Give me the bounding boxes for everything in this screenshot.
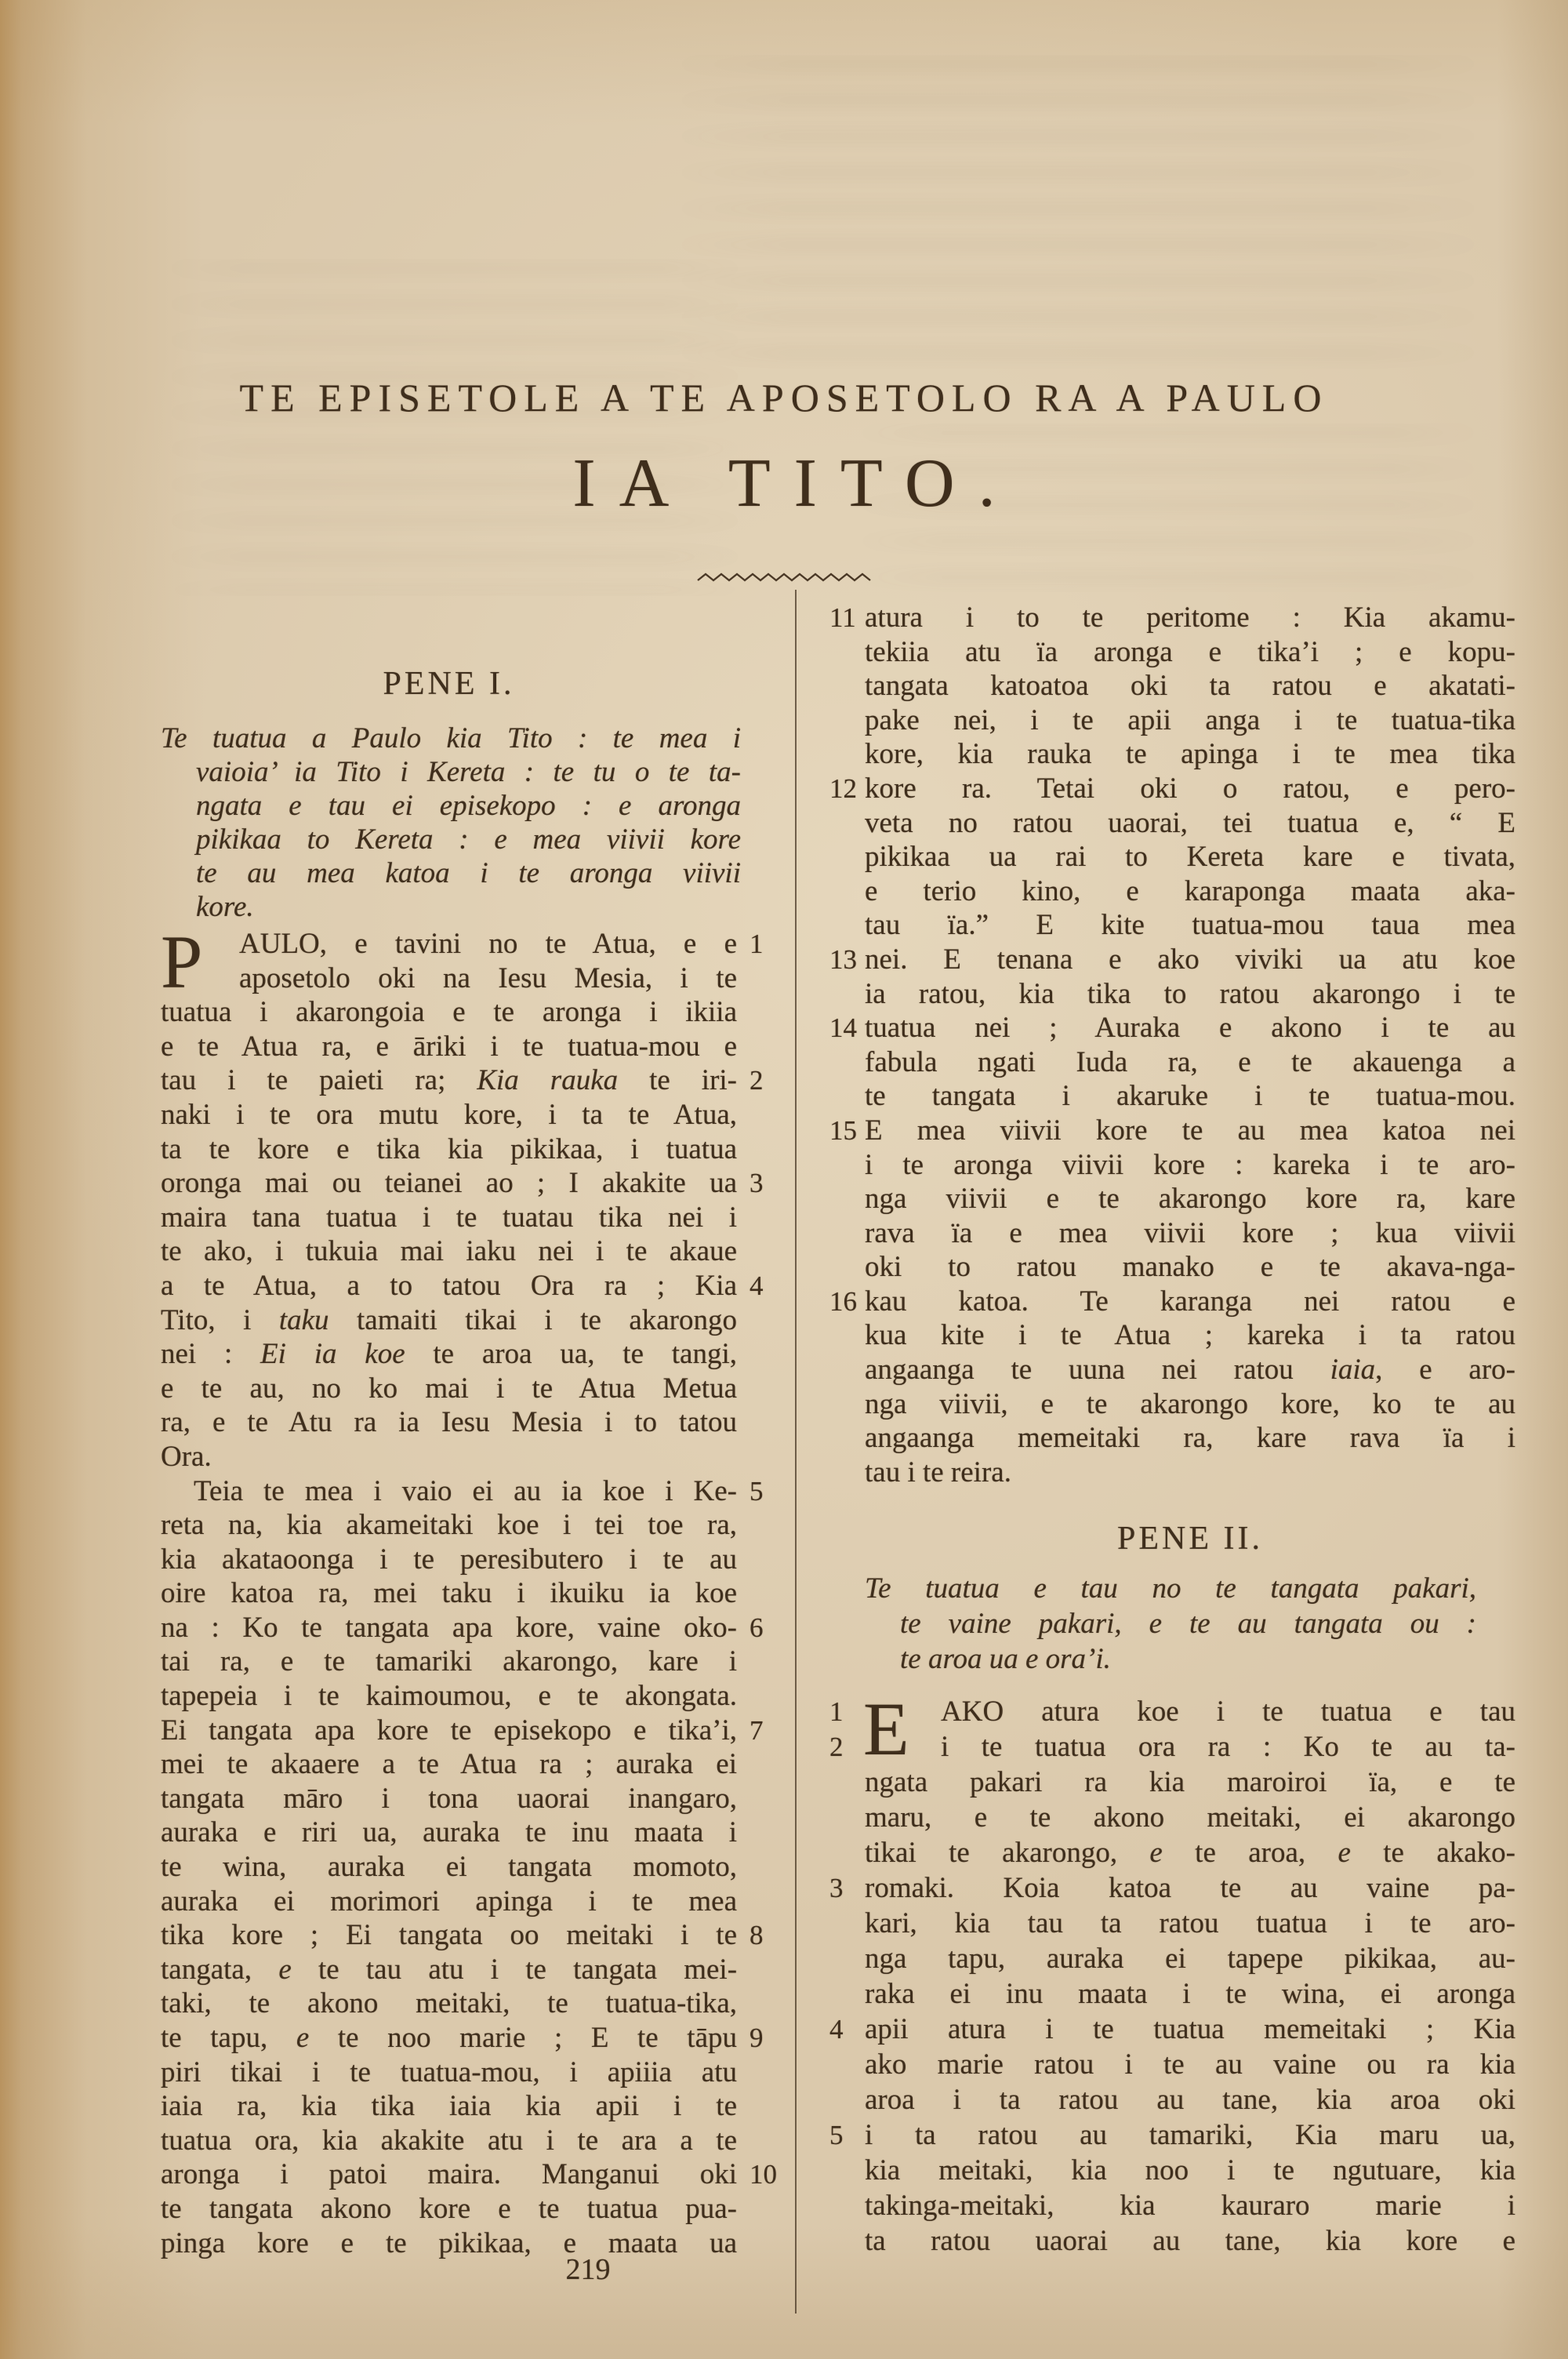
- text-line: E mea viivii kore te au mea katoa nei 15: [829, 1114, 1515, 1147]
- text-line: mei te akaaere a te Atua ra ; auraka ei: [161, 1748, 737, 1781]
- chapter-1-right-column: [829, 601, 1515, 1489]
- verse-number: 1: [750, 929, 764, 959]
- text-line: te tangata i akaruke i te tuatua-mou.: [865, 1080, 1515, 1113]
- text-line: kore.: [196, 891, 254, 923]
- text-line: ra, e te Atu ra ia Iesu Mesia i to tatou: [161, 1406, 737, 1439]
- verse-number: 10: [750, 2159, 777, 2190]
- text-line: taki, te akono meitaki, te tuatua-tika,: [161, 1987, 737, 2020]
- verse-number: 16: [829, 1285, 857, 1317]
- text-line: te ako, i tukuia mai iaku nei i te akaue: [161, 1235, 737, 1268]
- text-line: tangata, e te tau atu i te tangata mei-: [161, 1953, 738, 1986]
- text-line: naki i te ora mutu kore, i ta te Atua,: [161, 1098, 737, 1131]
- text-line: oki to ratou manako e te akava-nga-: [865, 1251, 1515, 1284]
- text-line: kau katoa. Te karanga nei ratou e 16: [829, 1285, 1515, 1318]
- text-line: te tapu, e te noo marie ; E te tāpu 9: [161, 2022, 764, 2054]
- chapter-1-summary: [161, 722, 741, 924]
- text-line: rava ïa e mea viivii kore ; kua viivii: [865, 1216, 1515, 1249]
- verse-number: 3: [829, 1873, 844, 1903]
- page-title-line1: TE EPISETOLE A TE APOSETOLO RA A PAULO: [239, 376, 1329, 420]
- verse-number: 14: [829, 1012, 857, 1044]
- chapter-2-summary: [865, 1571, 1476, 1677]
- text-line: ako marie ratou i te au vaine ou ra kia: [865, 2048, 1515, 2081]
- verse-number: 3: [750, 1168, 764, 1199]
- text-line: te aroa ua e ora’i.: [900, 1643, 1111, 1675]
- text-line: kia akataoonga i te peresibutero i te au: [161, 1543, 737, 1576]
- verse-number: 8: [750, 1920, 764, 1951]
- text-line: veta no ratou uaorai, tei tuatua e, “ E: [865, 806, 1515, 839]
- text-line: kia meitaki, kia noo i te ngutuare, kia: [865, 2154, 1515, 2186]
- text-line: na : Ko te tangata apa kore, vaine oko- 6: [161, 1611, 764, 1644]
- text-line: nei : Ei ia koe te aroa ua, te tangi,: [161, 1338, 737, 1371]
- text-line: pake nei, i te apii anga i te tuatua-tika: [865, 703, 1515, 736]
- text-line: ngata e tau ei episekopo : e aronga: [196, 790, 741, 822]
- text-line: iaia ra, kia tika iaia kia apii i te: [161, 2090, 737, 2123]
- text-line: ta te kore e tika kia pikikaa, i tuatua: [161, 1132, 737, 1165]
- text-line: e te Atua ra, e āriki i te tuatua-mou e: [161, 1030, 737, 1063]
- text-line: e te au, no ko mai i te Atua Metua: [161, 1372, 737, 1405]
- text-line: kore, kia rauka te apinga i te mea tika: [865, 738, 1515, 771]
- text-line: kua kite i te Atua ; kareka i ta ratou: [865, 1319, 1515, 1352]
- verse-number: 2: [829, 1732, 844, 1762]
- text-line: oronga mai ou teianei ao ; I akakite ua 3: [161, 1167, 764, 1200]
- verse-number: 5: [829, 2120, 844, 2150]
- text-line: fabula ngati Iuda ra, e te akauenga a: [865, 1045, 1515, 1078]
- text-line: tika kore ; Ei tangata oo meitaki i te 8: [161, 1919, 764, 1952]
- verse-number: 13: [829, 943, 857, 975]
- verse-number: 5: [750, 1475, 764, 1507]
- chapter-2-heading: PENE II.: [1117, 1521, 1263, 1557]
- text-line: tau ïa.” E kite tuatua-mou taua mea: [865, 909, 1515, 942]
- text-line: piri tikai i te tuatua-mou, i apiiia atu: [161, 2055, 737, 2088]
- text-line: pinga kore e te pikikaa, e maata ua: [161, 2226, 737, 2259]
- bleedthrough-shade: [666, 55, 1490, 369]
- chapter-1-heading: PENE I.: [383, 666, 515, 702]
- verse-number: 11: [829, 602, 856, 633]
- drop-cap-p: P: [161, 920, 203, 1004]
- verse-number: 1: [829, 1696, 844, 1727]
- text-line: te tangata akono kore e te tuatua pua-: [161, 2192, 737, 2225]
- text-line: oire katoa ra, mei taku i ikuiku ia koe: [161, 1577, 737, 1610]
- text-line: i te tuatua ora ra : Ko te au ta- 2: [829, 1731, 1515, 1763]
- verse-number: 2: [750, 1065, 764, 1096]
- text-line: pikikaa ua rai to Kereta kare e tivata,: [865, 841, 1515, 874]
- text-line: apii atura i te tuatua memeitaki ; Kia 4: [829, 2013, 1515, 2045]
- text-line: aroa i ta ratou au tane, kia aroa oki: [865, 2084, 1515, 2116]
- text-line: maira tana tuatua i te tuatau tika nei i: [161, 1201, 737, 1234]
- text-line: nga tapu, auraka ei tapepe pikikaa, au-: [865, 1943, 1515, 1975]
- text-line: tuatua i akarongoia e te aronga i ikiia: [161, 996, 737, 1029]
- text-line: AKO atura koe i te tuatua e tau 1: [829, 1696, 1515, 1728]
- text-line: pikikaa to Kereta : e mea viivii kore: [196, 823, 741, 856]
- page-title-line2: IA TITO.: [572, 445, 1019, 522]
- text-line: te wina, auraka ei tangata momoto,: [161, 1851, 737, 1884]
- text-line: te au mea katoa i te aronga viivii: [196, 857, 741, 889]
- text-line: ia ratou, kia tika to ratou akarongo i te: [865, 977, 1515, 1010]
- verse-number: 7: [750, 1714, 764, 1746]
- text-line: Tito, i taku tamaiti tikai i te akarongo: [161, 1303, 738, 1336]
- verse-number: 15: [829, 1114, 857, 1146]
- bleedthrough-shade: [157, 259, 753, 596]
- text-line: nga viivii e te akarongo kore ra, kare: [865, 1183, 1515, 1216]
- text-line: nei. E tenana e ako viviki ua atu koe 13: [829, 943, 1515, 976]
- text-line: AULO, e tavini no te Atua, e e 1: [239, 928, 764, 960]
- text-line: tuatua ora, kia akakite atu i te ara a te: [161, 2124, 737, 2157]
- text-line: auraka e riri ua, auraka te inu maata i: [161, 1816, 737, 1849]
- text-line: Ei tangata apa kore te episekopo e tika’i, 7: [161, 1714, 764, 1747]
- column-divider: [795, 590, 797, 2314]
- verse-number: 4: [829, 2014, 844, 2045]
- text-line: e terio kino, e karaponga maata aka-: [865, 874, 1515, 907]
- text-line: i te aronga viivii kore : kareka i te aro-: [865, 1148, 1515, 1181]
- text-line: te vaine pakari, e te au tangata ou :: [900, 1608, 1476, 1640]
- verse-number: 9: [750, 2023, 764, 2053]
- text-line: Te tuatua e tau no te tangata pakari,: [865, 1572, 1476, 1605]
- text-line: reta na, kia akameitaki koe i tei toe ra,: [161, 1509, 737, 1542]
- text-line: tapepeia i te kaimoumou, e te akongata.: [161, 1680, 737, 1713]
- text-line: tangata katoatoa oki ta ratou e akatati-: [865, 670, 1515, 703]
- text-line: auraka ei morimori apinga i te mea: [161, 1885, 737, 1917]
- text-line: tekiia atu ïa aronga e tika’i ; e kopu-: [865, 635, 1515, 668]
- text-line: atura i to te peritome : Kia akamu- 11: [829, 602, 1515, 634]
- chapter-2-column: [829, 1687, 1515, 2259]
- verse-number: 12: [829, 772, 857, 804]
- text-line: angaanga te uuna nei ratou iaia, e aro-: [865, 1354, 1515, 1387]
- text-line: Teia te mea i vaio ei au ia koe i Ke- 5: [194, 1474, 764, 1507]
- text-line: tau i te reira.: [865, 1456, 1011, 1488]
- drop-cap-e: E: [863, 1687, 909, 1771]
- text-line: raka ei inu maata i te wina, ei aronga: [865, 1978, 1515, 2010]
- chapter-1-left-column: [161, 920, 777, 2260]
- text-line: ta ratou uaorai au tane, kia kore e: [865, 2225, 1515, 2257]
- text-line: Ora.: [161, 1440, 212, 1473]
- verse-number: 4: [750, 1270, 764, 1301]
- text-line: aposetolo oki na Iesu Mesia, i te: [239, 961, 737, 994]
- text-line: Te tuatua a Paulo kia Tito : te mea i: [161, 722, 741, 754]
- text-line: tangata māro i tona uaorai inangaro,: [161, 1782, 737, 1815]
- text-line: kore ra. Tetai oki o ratou, e pero- 12: [829, 772, 1515, 805]
- text-line: tau i te paieti ra; Kia rauka te iri- 2: [161, 1064, 764, 1097]
- text-line: tai ra, e te tamariki akarongo, kare i: [161, 1645, 737, 1678]
- text-line: aronga i patoi maira. Manganui oki 10: [161, 2158, 777, 2191]
- page-number: 219: [565, 2253, 611, 2286]
- text-line: maru, e te akono meitaki, ei akarongo: [865, 1801, 1515, 1834]
- squiggle-ornament: [0, 571, 1568, 587]
- text-line: i ta ratou au tamariki, Kia maru ua, 5: [829, 2119, 1515, 2151]
- text-line: takinga-meitaki, kia kauraro marie i: [865, 2190, 1515, 2222]
- text-line: tikai te akarongo, e te aroa, e te akako-: [865, 1837, 1515, 1869]
- text-line: angaanga memeitaki ra, kare rava ïa i: [865, 1422, 1515, 1455]
- text-line: kari, kia tau ta ratou tuatua i te aro-: [865, 1907, 1515, 1939]
- text-line: tuatua nei ; Auraka e akono i te au 14: [829, 1012, 1515, 1045]
- text-line: romaki. Koia katoa te au vaine pa- 3: [829, 1872, 1515, 1904]
- verse-number: 6: [750, 1612, 764, 1643]
- text-line: a te Atua, a to tatou Ora ra ; Kia 4: [161, 1269, 764, 1302]
- text-line: vaioia’ ia Tito i Kereta : te tu o te ta-: [196, 756, 741, 788]
- text-line: ngata pakari ra kia maroiroi ïa, e te: [865, 1766, 1515, 1798]
- text-line: nga viivii, e te akarongo kore, ko te au: [865, 1387, 1515, 1420]
